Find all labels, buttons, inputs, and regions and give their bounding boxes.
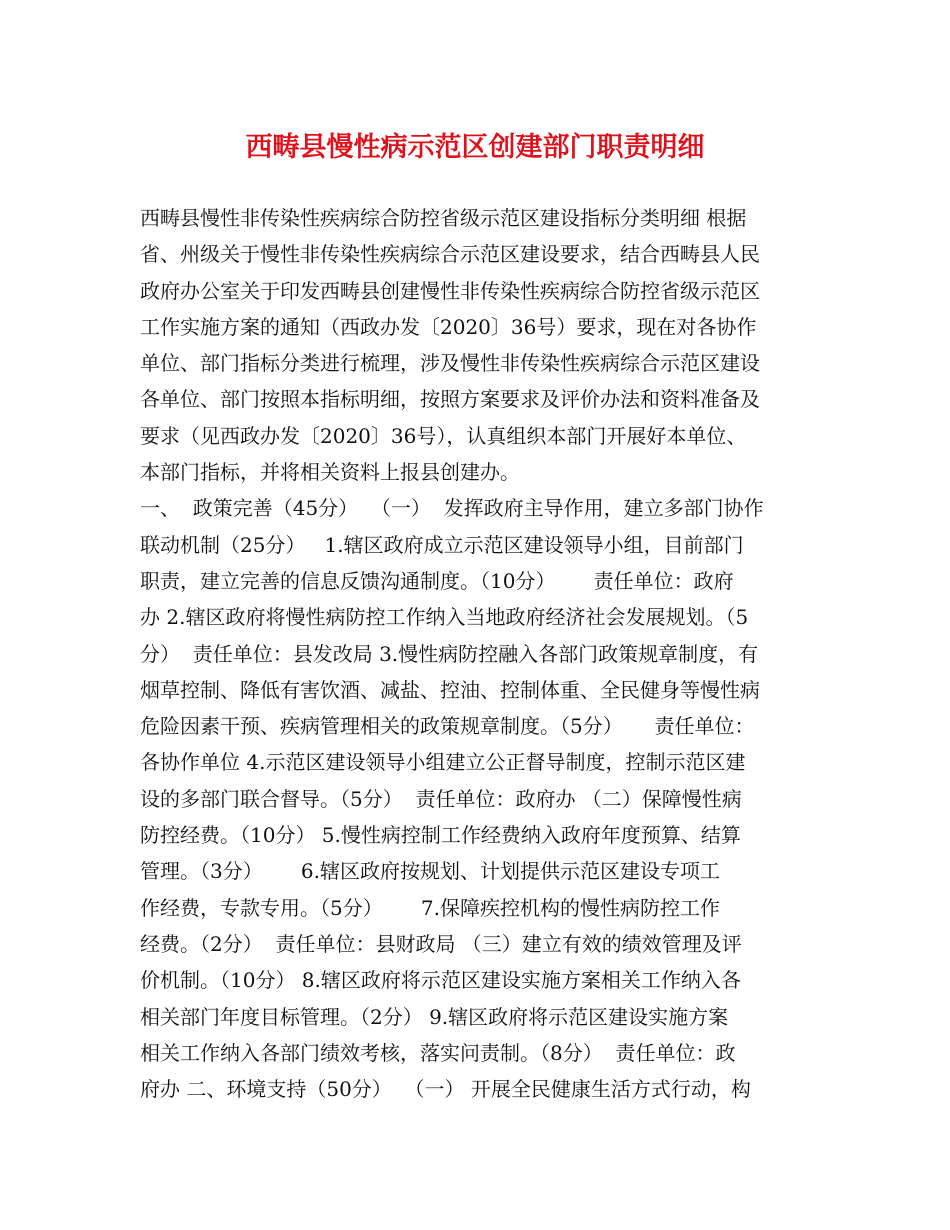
body-text-line: 要求（见西政办发〔2020〕36号），认真组织本部门开展好本单位、 bbox=[140, 423, 747, 448]
body-text-line: 管理。（3分） 6.辖区政府按规划、计划提供示范区建设专项工 bbox=[140, 859, 720, 884]
body-text-line: 相关工作纳入各部门绩效考核，落实问责制。（8分） 责任单位：政 bbox=[140, 1040, 736, 1065]
body-text-line: 各单位、部门按照本指标明细，按照方案要求及评价办法和资料准备及 bbox=[140, 387, 760, 412]
body-text-line: 一、 政策完善（45分） （一） 发挥政府主导作用，建立多部门协作 bbox=[140, 496, 764, 521]
body-text-line: 相关部门年度目标管理。（2分） 9.辖区政府将示范区建设实施方案 bbox=[140, 1004, 729, 1029]
body-text-line: 作经费，专款专用。（5分） 7.保障疾控机构的慢性病防控工作 bbox=[140, 895, 720, 920]
body-text-line: 设的多部门联合督导。（5分） 责任单位：政府办 （二）保障慢性病 bbox=[140, 786, 742, 811]
body-text-line: 防控经费。（10分） 5.慢性病控制工作经费纳入政府年度预算、结算 bbox=[140, 823, 741, 848]
document-body bbox=[140, 200, 820, 1107]
page-title: 西畴县慢性病示范区创建部门职责明细 bbox=[245, 132, 705, 163]
body-text-line: 价机制。（10分） 8.辖区政府将示范区建设实施方案相关工作纳入各 bbox=[140, 968, 741, 993]
body-text-line: 府办 二、环境支持（50分） （一） 开展全民健康生活方式行动，构 bbox=[140, 1077, 751, 1102]
body-text-line: 烟草控制、降低有害饮酒、减盐、控油、控制体重、全民健身等慢性病 bbox=[140, 677, 760, 702]
body-text-line: 职责，建立完善的信息反馈沟通制度。（10分） 责任单位：政府 bbox=[140, 568, 734, 593]
body-text-line: 单位、部门指标分类进行梳理，涉及慢性非传染性疾病综合示范区建设 bbox=[140, 351, 760, 376]
body-text-line: 经费。（2分） 责任单位：县财政局 （三）建立有效的绩效管理及评 bbox=[140, 931, 742, 956]
body-text-line: 办 2.辖区政府将慢性病防控工作纳入当地政府经济社会发展规划。（5 bbox=[140, 605, 749, 630]
body-text-line: 本部门指标，并将相关资料上报县创建办。 bbox=[140, 460, 520, 485]
body-text-line: 联动机制（25分） 1.辖区政府成立示范区建设领导小组，目前部门 bbox=[140, 532, 744, 557]
body-text-line: 西畴县慢性非传染性疾病综合防控省级示范区建设指标分类明细 根据 bbox=[140, 206, 747, 230]
body-text-line: 危险因素干预、疾病管理相关的政策规章制度。（5分） 责任单位： bbox=[140, 714, 755, 739]
body-text-line: 工作实施方案的通知（西政办发〔2020〕36号）要求，现在对各协作 bbox=[140, 314, 757, 339]
body-text-line: 分） 责任单位：县发改局 3.慢性病防控融入各部门政策规章制度，有 bbox=[140, 641, 759, 666]
body-text-line: 政府办公室关于印发西畴县创建慢性非传染性疾病综合防控省级示范区 bbox=[140, 278, 760, 303]
body-text-line: 省、州级关于慢性非传染性疾病综合示范区建设要求，结合西畴县人民 bbox=[140, 242, 760, 267]
body-text-line: 各协作单位 4.示范区建设领导小组建立公正督导制度，控制示范区建 bbox=[140, 750, 746, 775]
